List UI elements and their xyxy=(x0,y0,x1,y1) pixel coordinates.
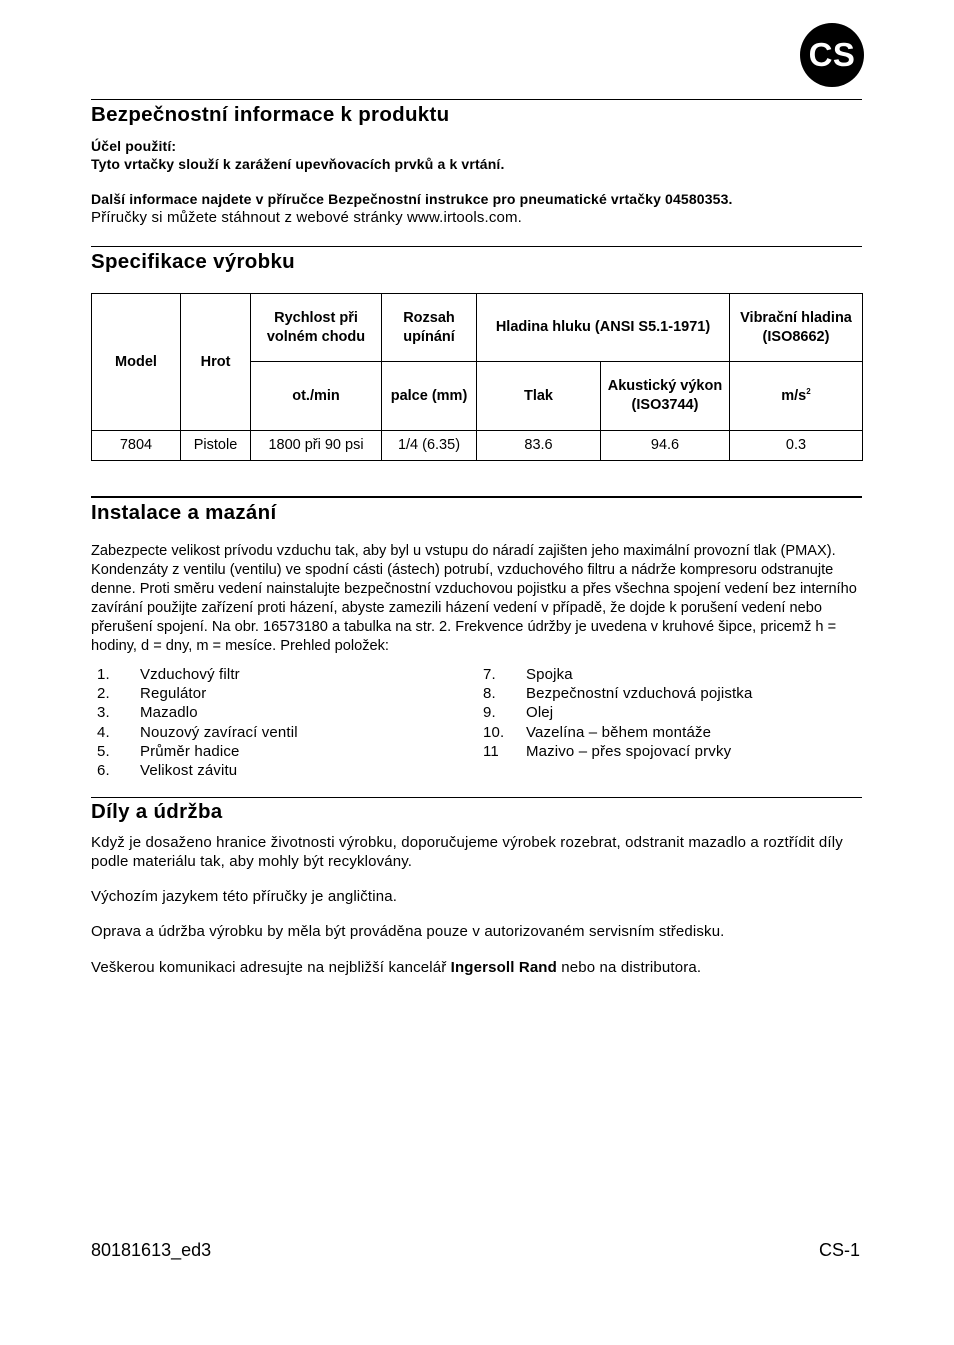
purpose-label: Účel použití: xyxy=(91,138,177,154)
cell-speed: 1800 při 90 psi xyxy=(251,431,382,461)
list-label: Olej xyxy=(526,704,554,722)
list-item xyxy=(91,703,471,722)
unit-vibration-base: m/s xyxy=(781,387,807,404)
contact-text-after: nebo na distributora. xyxy=(556,959,702,976)
header-model: Model xyxy=(92,294,181,431)
list-number: 7. xyxy=(483,666,496,683)
header-tip: Hrot xyxy=(181,294,251,431)
contact-text-before: Veškerou komunikaci adresujte na nejbližší kancelář xyxy=(91,959,451,976)
unit-speed: ot./min xyxy=(251,362,382,431)
brand-name: Ingersoll Rand xyxy=(450,959,557,976)
list-number: 3. xyxy=(97,704,110,722)
parts-list-left xyxy=(91,665,471,780)
unit-range: palce (mm) xyxy=(382,362,477,431)
spec-title: Specifikace výrobku xyxy=(91,250,295,273)
list-label: Vzduchový filtr xyxy=(140,666,240,683)
table-row xyxy=(92,431,863,461)
unit-power: Akustický výkon (ISO3744) xyxy=(601,362,730,431)
install-title: Instalace a mazání xyxy=(91,501,277,524)
cell-range: 1/4 (6.35) xyxy=(382,431,477,461)
section-divider xyxy=(91,246,862,247)
page-number: CS-1 xyxy=(818,1240,860,1260)
list-number: 4. xyxy=(97,723,110,741)
list-item xyxy=(91,742,471,761)
parts-paragraph-3: Oprava a údržba výrobku by měla být prováděna pouze v autorizovaném servisním středisku. xyxy=(91,923,725,940)
list-number: 6. xyxy=(97,762,110,780)
list-label: Bezpečnostní vzduchová pojistka xyxy=(526,685,753,703)
cell-vibration: 0.3 xyxy=(730,431,863,461)
list-number: 8. xyxy=(483,685,496,703)
parts-title: Díly a údržba xyxy=(91,800,223,823)
unit-pressure: Tlak xyxy=(477,362,601,431)
more-info-text: Další informace najdete v příručce Bezpečnostní instrukce pro pneumatické vrtačky 04580353. xyxy=(91,191,733,207)
list-number: 2. xyxy=(97,685,110,703)
spec-table xyxy=(91,293,863,461)
cell-tip: Pistole xyxy=(181,431,251,461)
list-label: Mazadlo xyxy=(140,704,198,722)
header-range: Rozsah upínání xyxy=(382,294,477,362)
cell-pressure: 83.6 xyxy=(477,431,601,461)
list-item xyxy=(91,723,471,742)
list-label: Regulátor xyxy=(140,685,207,703)
parts-paragraph-4 xyxy=(91,958,862,977)
parts-paragraph-2: Výchozím jazykem této příručky je angličtina. xyxy=(91,888,398,905)
list-label: Mazivo – přes spojovací prvky xyxy=(526,742,732,760)
list-item xyxy=(91,665,471,684)
safety-title: Bezpečnostní informace k produktu xyxy=(91,103,450,126)
download-text: Příručky si můžete stáhnout z webové stránky www.irtools.com. xyxy=(91,209,522,226)
list-number: 11 xyxy=(483,742,499,760)
list-item xyxy=(91,684,471,703)
cell-power: 94.6 xyxy=(601,431,730,461)
list-item xyxy=(477,665,862,684)
header-vibration: Vibrační hladina (ISO8662) xyxy=(730,294,863,362)
list-item xyxy=(477,742,862,761)
section-divider xyxy=(91,797,862,798)
list-number: 9. xyxy=(483,704,496,722)
unit-vibration-exponent: 2 xyxy=(806,386,811,396)
list-item xyxy=(91,761,471,780)
section-divider xyxy=(91,496,862,498)
parts-list-right xyxy=(477,665,862,761)
install-paragraph: Zabezpecte velikost prívodu vzduchu tak, aby byl u vstupu do náradí zajišten jeho maximální provozní tlak (PMAX). Kondenzáty z ventilu (ventilu) ve spodní cásti (ástech) potrubí, vzduchového filtru a nádrže kompresoru odstranujte denne. Proti směru vedení nainstalujte bezpečnostní vzduchovou pojistku a přes všechna spojení vedení bez interního zavírání použijte zařízení proti házení, abyste zamezili házení vedení v případě, že dojde k porušení vedení nebo přerušení spojení. Na obr. 16573180 a tabulka na str. 2. Frekvence údržby je uvedena v kruhové šipce, pricemž h = hodiny, d = dny, m = mesíce. Prehled položek: xyxy=(91,543,857,654)
header-noise: Hladina hluku (ANSI S5.1-1971) xyxy=(477,294,730,362)
document-id: 80181613_ed3 xyxy=(91,1240,212,1260)
list-number: 10. xyxy=(483,723,505,741)
list-number: 1. xyxy=(97,666,110,683)
section-divider xyxy=(91,99,862,100)
list-item xyxy=(477,723,862,742)
list-label: Velikost závitu xyxy=(140,762,238,780)
list-label: Nouzový zavírací ventil xyxy=(140,723,298,741)
list-item xyxy=(477,684,862,703)
parts-paragraph-1: Když je dosaženo hranice životnosti výrobku, doporučujeme výrobek rozebrat, odstranit mazadlo a roztřídit díly podle materiálu tak, aby mohly být recyklovány. xyxy=(91,834,843,870)
purpose-text: Tyto vrtačky slouží k zarážení upevňovacích prvků a k vrtání. xyxy=(91,156,505,172)
list-number: 5. xyxy=(97,742,110,760)
cell-model: 7804 xyxy=(92,431,181,461)
list-label: Průměr hadice xyxy=(140,742,240,760)
list-label: Vazelína – během montáže xyxy=(526,723,712,741)
unit-vibration xyxy=(730,362,863,431)
header-speed: Rychlost při volném chodu xyxy=(251,294,382,362)
language-badge: CS xyxy=(800,23,864,87)
list-item xyxy=(477,703,862,722)
list-label: Spojka xyxy=(526,666,573,683)
